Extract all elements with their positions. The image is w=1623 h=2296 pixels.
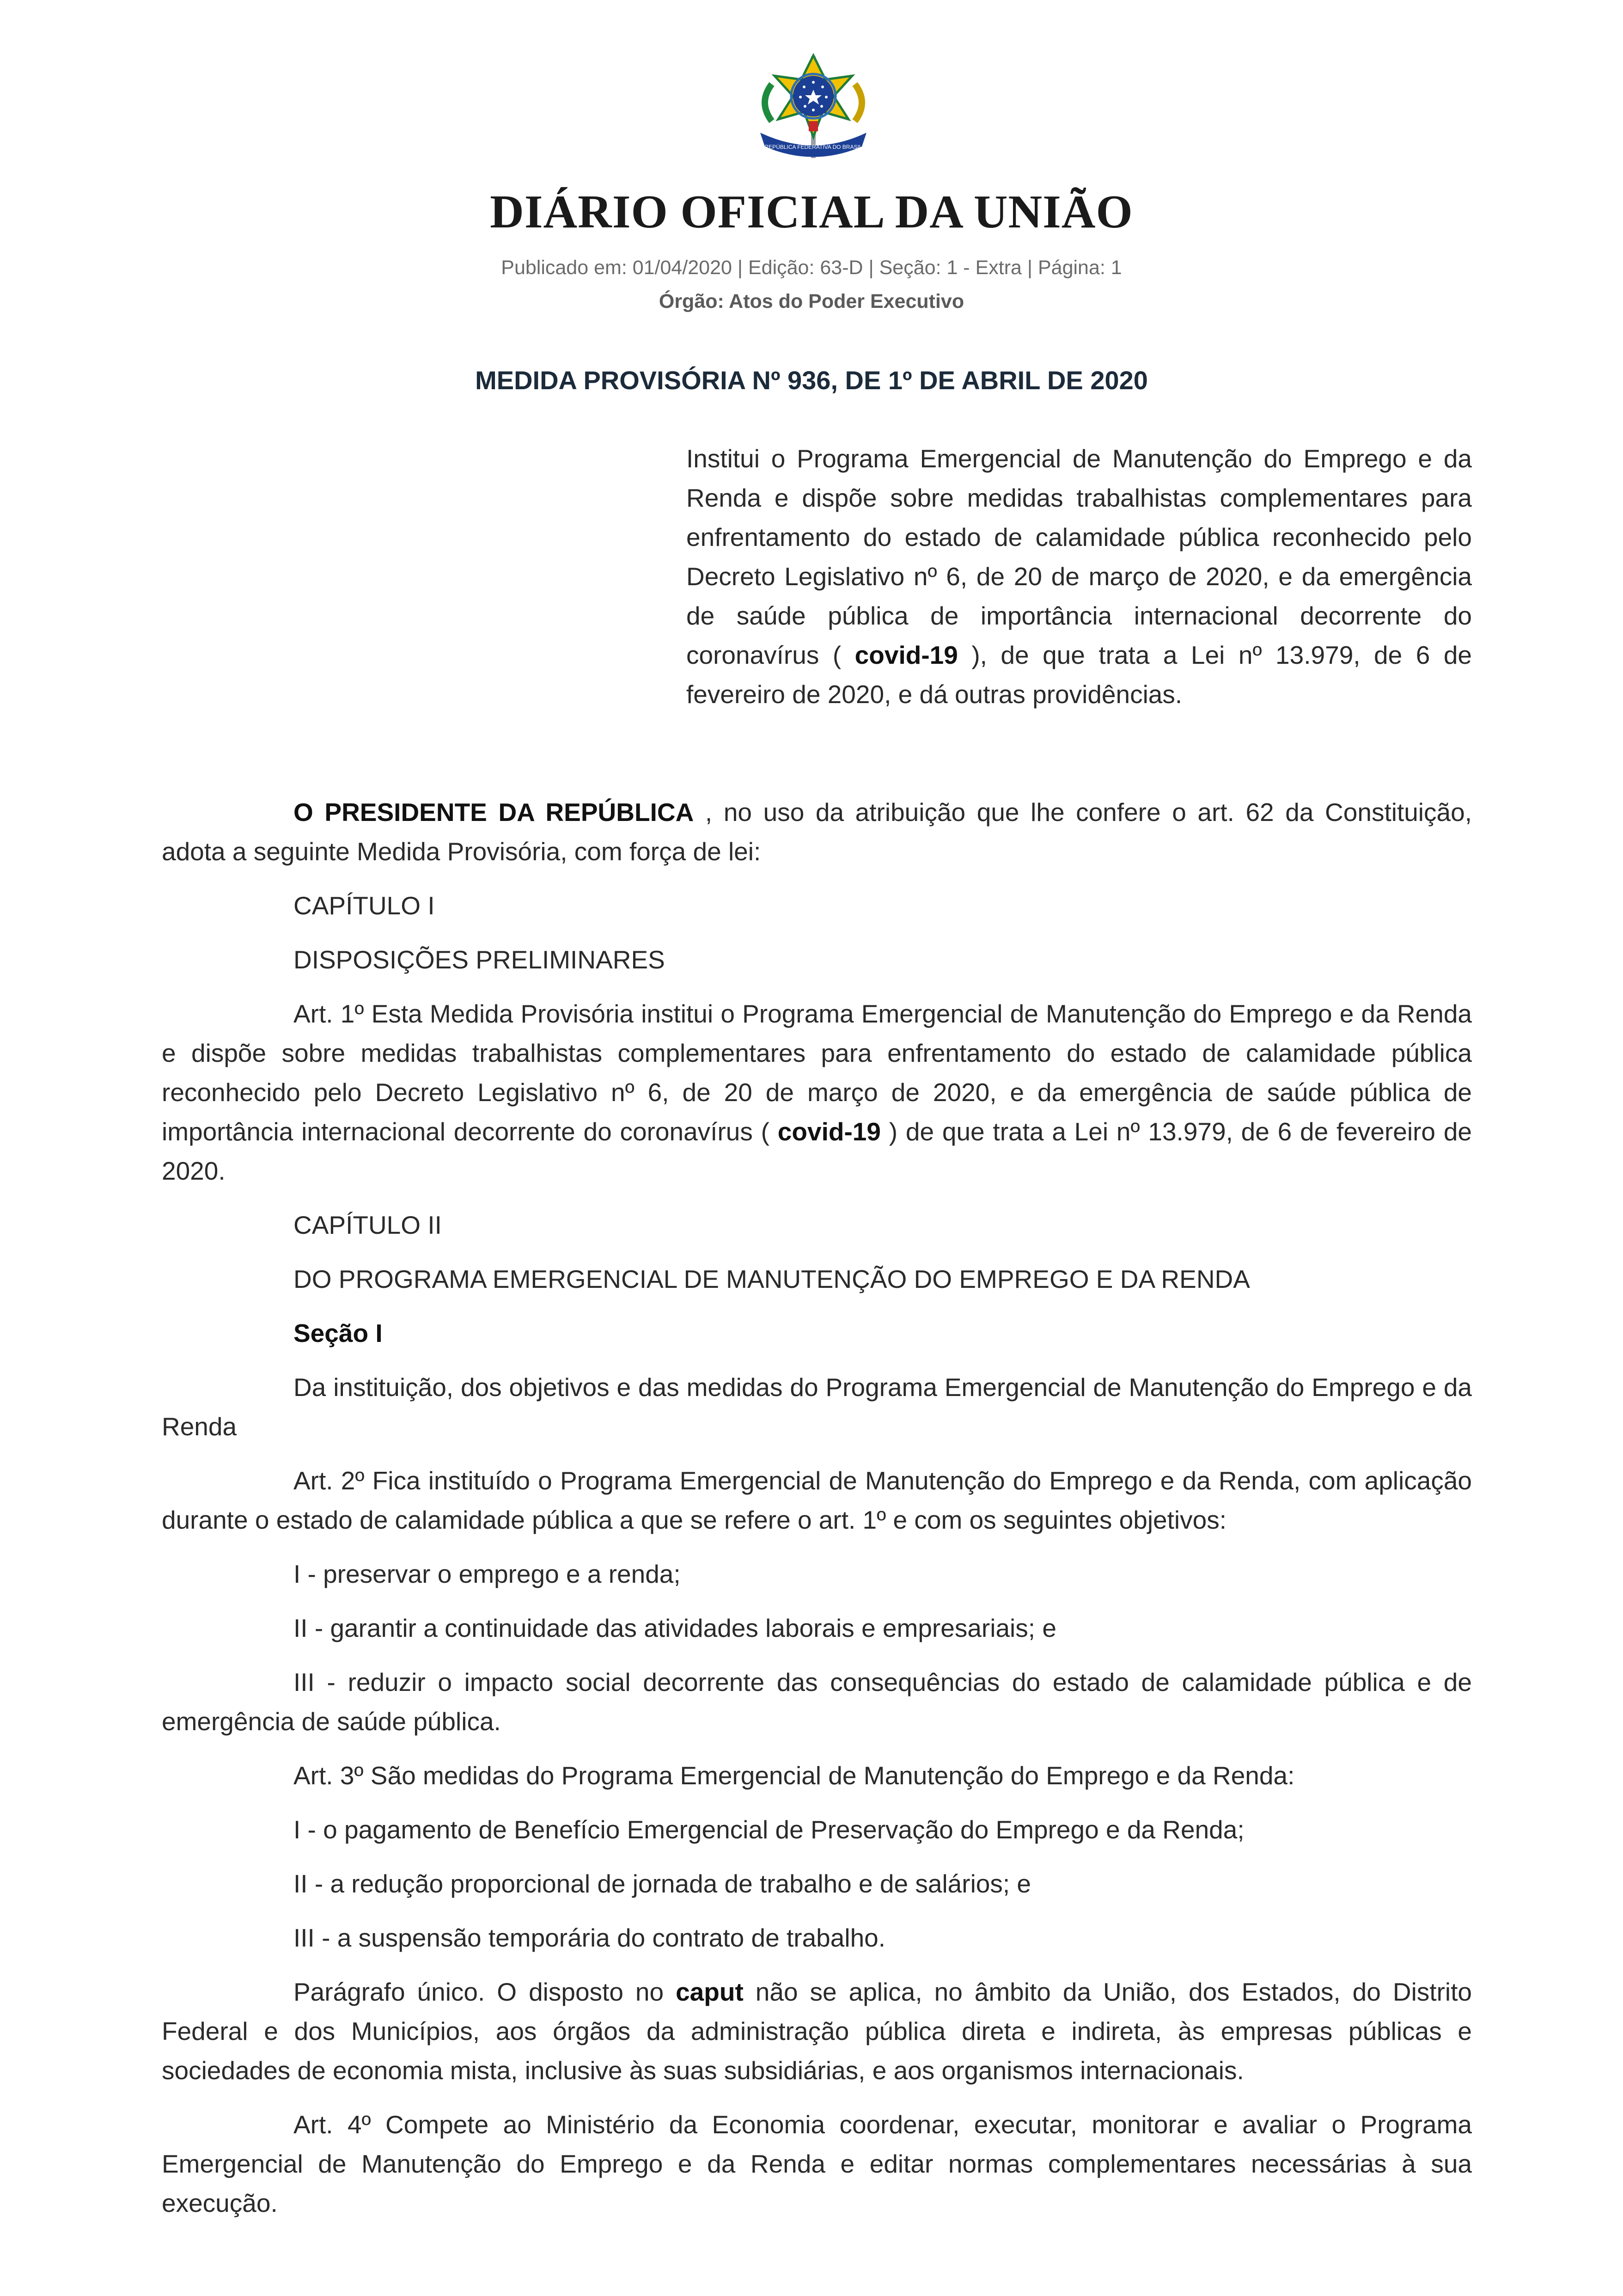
article-1-text: Art. 1º Esta Medida Provisória institui o Programa Emergencial de Manutenção do Emprego e da Renda e dispõe sobre medidas trabalhistas complementares para enfrentamento do estado de calamidade pública reconhecido pelo Decreto Legislativo nº 6, de 20 de março de 2020, e da emergência de saúde pública de importância internacional decorrente do coronavírus (	[162, 999, 1472, 1146]
section-1-label: Seção I	[293, 1319, 383, 1347]
preamble	[162, 793, 1472, 871]
article-1-text-end: ) de que trata a Lei nº 13.979, de 6 de fevereiro de 2020.	[162, 1117, 1472, 1185]
article-2-item-ii: II - garantir a continuidade das atividades laborais e empresariais; e	[293, 1614, 1056, 1642]
chapter-1-title: DISPOSIÇÕES PRELIMINARES	[293, 945, 665, 974]
article-3-item-iii: III - a suspensão temporária do contrato de trabalho.	[293, 1923, 886, 1952]
document-title: MEDIDA PROVISÓRIA Nº 936, DE 1º DE ABRIL DE 2020	[475, 366, 1148, 395]
svg-text:REPÚBLICA FEDERATIVA DO BRASIL: REPÚBLICA FEDERATIVA DO BRASIL	[764, 144, 862, 150]
section-1-heading	[162, 1314, 1472, 1353]
sole-paragraph-text: Parágrafo único. O disposto no	[293, 1978, 676, 2006]
chapter-2-heading: CAPÍTULO II	[293, 1211, 442, 1239]
article-2-item-i: I - preservar o emprego e a renda;	[293, 1560, 681, 1588]
article-3-item-i: I - o pagamento de Benefício Emergencial de Preservação do Emprego e da Renda;	[293, 1815, 1245, 1844]
ementa-text: Institui o Programa Emergencial de Manutenção do Emprego e da Renda e dispõe sobre medidas trabalhistas complementares para enfrentamento do estado de calamidade pública reconhecido pelo Decreto Legislativo nº 6, de 20 de março de 2020, e da emergência de saúde pública de importância internacional decorrente do coronavírus (	[686, 444, 1472, 669]
page-title: DIÁRIO OFICIAL DA UNIÃO	[490, 186, 1133, 238]
ementa-bold: covid-19	[854, 641, 958, 669]
article-3: Art. 3º São medidas do Programa Emergencial de Manutenção do Emprego e da Renda:	[293, 1761, 1295, 1790]
article-1-bold: covid-19	[777, 1117, 881, 1146]
coat-of-arms-emblem	[739, 52, 887, 167]
sole-paragraph-text-end: não se aplica, no âmbito da União, dos Estados, do Distrito Federal e dos Municípios, aos órgãos da administração pública direta e indireta, às empresas públicas e sociedades de economia mista, inclusive às suas subsidiárias, e aos organismos internacionais.	[162, 1978, 1472, 2085]
article-2: Art. 2º Fica instituído o Programa Emergencial de Manutenção do Emprego e da Renda, com aplicação durante o estado de calamidade pública a que se refere o art. 1º e com os seguintes objetivos:	[162, 1466, 1472, 1534]
ementa	[686, 439, 1472, 714]
orgao-label: Órgão: Atos do Poder Executivo	[659, 290, 964, 312]
preamble-bold: O PRESIDENTE DA REPÚBLICA	[293, 798, 694, 827]
section-1-title: Da instituição, dos objetivos e das medidas do Programa Emergencial de Manutenção do Emprego e da Renda	[162, 1373, 1472, 1441]
article-1	[162, 994, 1472, 1191]
preamble-text: , no uso da atribuição que lhe confere o art. 62 da Constituição, adota a seguinte Medida Provisória, com força de lei:	[162, 798, 1472, 866]
ementa-text-end: ), de que trata a Lei nº 13.979, de 6 de fevereiro de 2020, e dá outras providências.	[686, 641, 1472, 709]
chapter-1-heading: CAPÍTULO I	[293, 891, 435, 920]
article-4: Art. 4º Compete ao Ministério da Economia coordenar, executar, monitorar e avaliar o Programa Emergencial de Manutenção do Emprego e da Renda e editar normas complementares necessárias à sua execução.	[162, 2110, 1472, 2217]
publication-meta: Publicado em: 01/04/2020 | Edição: 63-D | Seção: 1 - Extra | Página: 1	[501, 257, 1122, 279]
article-3-item-ii: II - a redução proporcional de jornada de trabalho e de salários; e	[293, 1869, 1031, 1898]
sole-paragraph-bold: caput	[676, 1978, 744, 2006]
chapter-2-title: DO PROGRAMA EMERGENCIAL DE MANUTENÇÃO DO EMPREGO E DA RENDA	[293, 1265, 1250, 1293]
document-body	[162, 793, 1472, 2238]
article-2-item-iii: III - reduzir o impacto social decorrente das consequências do estado de calamidade pública e de emergência de saúde pública.	[162, 1668, 1472, 1736]
sole-paragraph	[162, 1972, 1472, 2090]
